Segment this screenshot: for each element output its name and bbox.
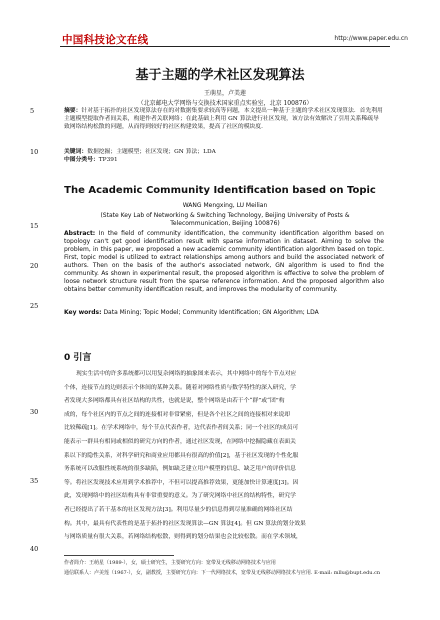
affiliation-en-2: Telecommunication, Beijing 100876) — [170, 220, 280, 227]
body-line: 者已经提出了若干基本的社区发现方法[3]。利用尽量少的信息得到尽量准确的网络社区结 — [64, 506, 293, 513]
footnote-contact: 通信联系人：卢美莲（1967-），女，副教授，主要研究方向：下一代网络技术，宽带及无线移动网络技术与应用. E-mail: mllu@bupt.edu.cn — [64, 570, 381, 576]
site-url[interactable]: http://www.paper.edu.cn — [334, 35, 408, 42]
header-rule — [60, 46, 390, 47]
section-heading: 0 引言 — [64, 353, 92, 363]
abstract-en: Abstract: In the field of community identification, the community identification algorithm based on topology can't get good identification result with sparse information in dataset. Aiming to solve the problem, in this paper, we proposed a new academic community identification algorithm based on topic. First, topic model is utilized to extract relationships among authors and build the associated network of authors. Then on the basis of the author's associated network, GN algorithm is used to find the community. As shown in experimental result, the proposed algorithm is effective to solve the problem of loose network structure result from the sparse reference information. And the proposed algorithm also obtains better community identification result, and improves the modularity of community. — [64, 230, 384, 293]
body-line: 系以下的隐性关系，对科学研究和商业应用都具有很高的价值[2]，基于社区发现的个性化服 — [64, 452, 299, 459]
keywords-en: Key words: Data Mining; Topic Model; Community Identification; GN Algorithm; LDA — [64, 309, 319, 316]
title-cn: 基于主题的学术社区发现算法 — [135, 68, 305, 83]
line-number: 15 — [30, 222, 39, 230]
body-line: 此，发现网络中的社区结构具有非常重要的意义。为了研究网络中社区的结构特性，研究学 — [64, 493, 296, 500]
body-line: 等。将社区发现技术应用到学术推荐中，不但可以提高推荐效果，更能加快计算速度[3]。因 — [64, 479, 299, 486]
body-text — [64, 368, 386, 545]
line-number: 35 — [30, 477, 39, 485]
line-number: 30 — [30, 408, 39, 416]
title-en: The Academic Community Identification based on Topic — [64, 185, 376, 196]
footnote-rule — [64, 555, 174, 556]
body-line: 能表示一群具有相同或相似的研究方向的作者，通过社区发现，在网络中挖掘隐藏在表面关 — [64, 438, 296, 445]
line-number: 25 — [30, 302, 39, 310]
body-line: 现实生活中的许多系统都可以用复杂网络的抽象图来表示，其中网络中的每个节点对应 — [76, 371, 297, 377]
body-line: 成的，每个社区内的节点之间的连接相对非常紧密，但是各个社区之间的连接相对来说却 — [64, 411, 291, 418]
affiliation-cn: （北京邮电大学网络与交换技术国家重点实验室，北京 100876） — [137, 100, 313, 107]
body-line: 比较稀疏[1]。在学术网络中，每个节点代表作者，边代表作者间关系；同一个社区的成员可 — [64, 425, 299, 432]
keywords-cn: 关键词：数据挖掘；主题模型；社区发现；GN 算法；LDA — [64, 149, 216, 155]
journal-logo: 中国科技论文在线 — [62, 34, 149, 46]
body-line: 者发现大多网络都具有社区结构的共性，也就是说，整个网络是由若干个“群”或“团”构 — [64, 398, 285, 405]
class-cn: 中图分类号：TP391 — [64, 157, 118, 163]
body-line: 个体，连接节点的边则表示个体间的某种关系。随着对网络性质与数学特性的深入研究，学 — [64, 384, 296, 391]
line-number: 40 — [30, 545, 39, 553]
footnote-author: 作者简介：王萌星（1989-），女，硕士研究生，主要研究方向：宽带及无线移动网络技术与应用 — [64, 560, 276, 566]
affiliation-en-1: (State Key Lab of Networking & Switching Technology, Beijing University of Posts & — [100, 212, 350, 219]
page-header — [0, 0, 440, 44]
body-line: 与网络质量有很大关系，若网络结构松散，则得到的划分结果也会比较松散。而在学术领域， — [64, 534, 302, 541]
line-number: 20 — [30, 262, 39, 270]
abstract-cn: 摘要：针对基于拓扑的社区发现算法存在的对数据集要求较高等问题，本文提出一种基于主题的学术社区发现算法．首先利用主题模型提取作者间关系，构建作者关联网络；在此基础上利用 GN 算法进行社区发现，该方法有效解决了引用关系稀疏导致网络结构松散的问题，从而得到较好的社区构建效果，提高了社区的模块度． — [64, 108, 383, 131]
body-line: 务系统可以改服性统系统的很多缺陷，例如缺乏建立用户模型的信息、缺乏用户的评价信息 — [64, 466, 296, 473]
body-line: 构。其中，最具有代表性的是基于拓扑的社区发现算法—GN 算法[4]。但 GN 算法的划分效果 — [64, 520, 306, 527]
authors-cn: 王萌星，卢美莲 — [203, 90, 246, 97]
line-number: 10 — [30, 148, 39, 156]
line-number: 5 — [30, 107, 35, 115]
authors-en: WANG Mengxing, LU Meilian — [182, 202, 268, 209]
